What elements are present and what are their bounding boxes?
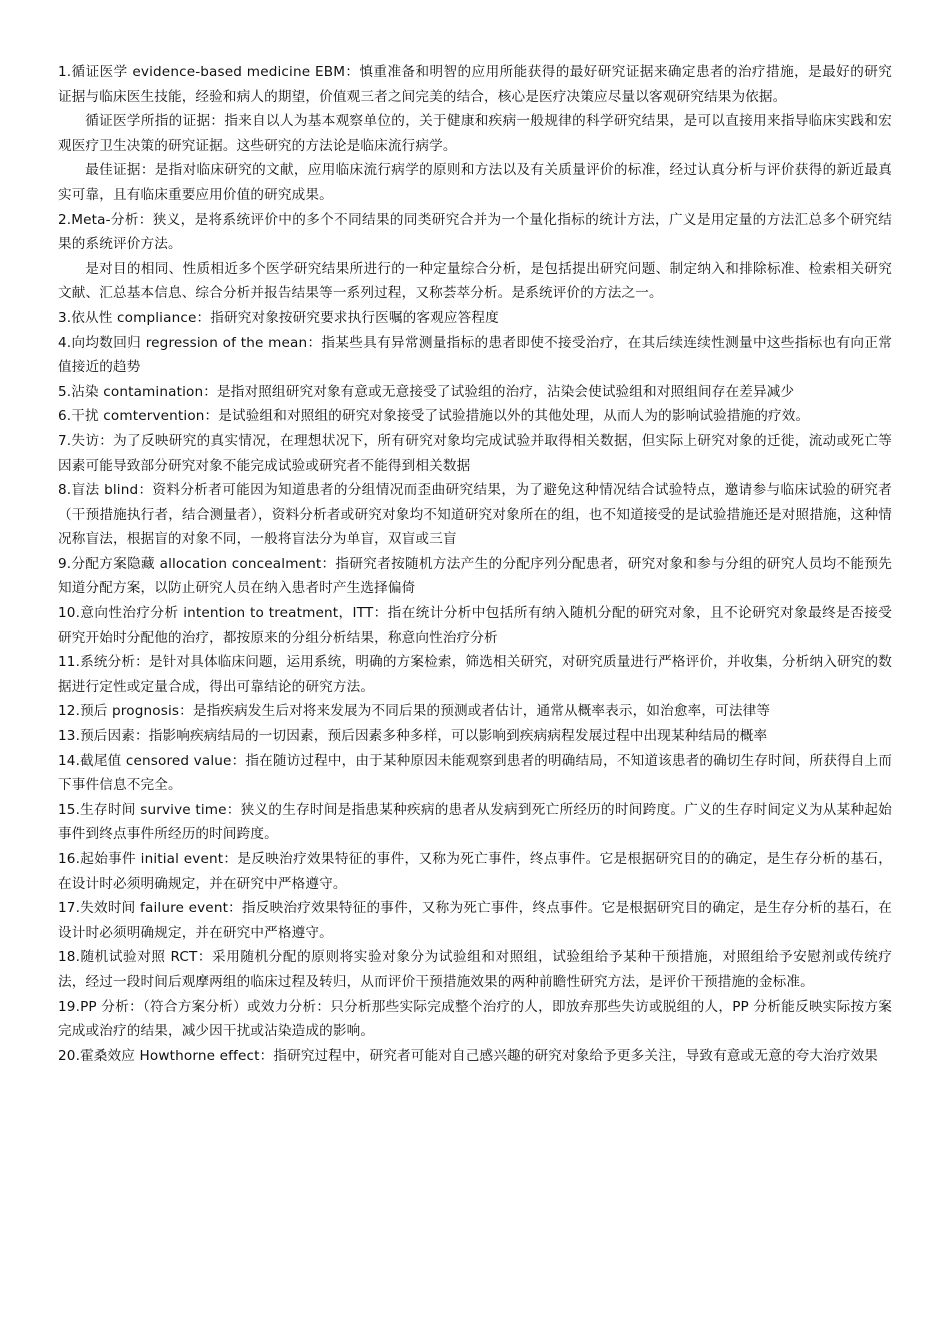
paragraph-9-allocation-concealment: 9.分配方案隐藏 allocation concealment：指研究者按随机方法产生的分配序列分配患者，研究对象和参与分组的研究人员均不能预先知道分配方案，以防止研究人员在纳入患者时产生选择偏倚: [58, 555, 892, 597]
paragraph-5-contamination: 5.沾染 contamination：是指对照组研究对象有意或无意接受了试验组的治疗，沾染会使试验组和对照组间存在差异减少: [58, 383, 795, 400]
paragraph-evidence-definition: 循证医学所指的证据：指来自以人为基本观察单位的，关于健康和疾病一般规律的科学研究结果，是可以直接用来指导临床实践和宏观医疗卫生决策的研究证据。这些研究的方法论是临床流行病学。: [58, 113, 892, 154]
paragraph-8-blinding: 8.盲法 blind：资料分析者可能因为知道患者的分组情况而歪曲研究结果，为了避免这种情况结合试验特点，邀请参与临床试验的研究者（干预措施执行者，结合测量者），资料分析者或研究对象均不知道研究对象所在的组，也不知道接受的是试验措施还是对照措施，这种情况称盲法，根据盲的对象不同，一般将盲法分为单盲，双盲或三盲: [58, 482, 892, 548]
paragraph-3-compliance: 3.依从性 compliance：指研究对象按研究要求执行医嘱的客观应答程度: [58, 309, 499, 326]
document-page: [58, 60, 892, 1068]
paragraph-18-rct: 18.随机试验对照 RCT：采用随机分配的原则将实验对象分为试验组和对照组，试验组给予某种干预措施，对照组给予安慰剂或传统疗法，经过一段时间后观摩两组的临床过程及转归，从而评价干预措施效果的两种前瞻性研究方法，是评价干预措施的金标准。: [58, 949, 892, 990]
paragraph-16-initial-event: 16.起始事件 initial event：是反映治疗效果特征的事件，又称为死亡事件，终点事件。它是根据研究目的的确定，是生存分析的基石，在设计时必须明确规定，并在研究中严格遵守。: [58, 851, 892, 892]
paragraph-10-intention-to-treat: 10.意向性治疗分析 intention to treatment，ITT：指在统计分析中包括所有纳入随机分配的研究对象，且不论研究对象最终是否接受研究开始时分配他的治疗，都按原来的分组分析结果，称意向性治疗分析: [58, 605, 892, 646]
paragraph-17-failure-event: 17.失效时间 failure event：指反映治疗效果特征的事件，又称为死亡事件，终点事件。它是根据研究目的确定，是生存分析的基石，在设计时必须明确规定，并在研究中严格遵守。: [58, 900, 892, 941]
paragraph-19-pp-analysis: 19.PP 分析：（符合方案分析）或效力分析：只分析那些实际完成整个治疗的人，即放弃那些失访或脱组的人，PP 分析能反映实际按方案完成或治疗的结果，减少因干扰或沾染造成的影响。: [58, 998, 892, 1040]
paragraph-2-meta-analysis: 2.Meta-分析：狭义，是将系统评价中的多个不同结果的同类研究合并为一个量化指标的统计方法，广义是用定量的方法汇总多个研究结果的系统评价方法。: [58, 211, 892, 253]
paragraph-11-systematic-analysis: 11.系统分析：是针对具体临床问题，运用系统，明确的方案检索，筛选相关研究，对研究质量进行严格评价，并收集，分析纳入研究的数据进行定性或定量合成，得出可靠结论的研究方法。: [58, 654, 892, 695]
paragraph-4-regression-to-mean: 4.向均数回归 regression of the mean：指某些具有异常测量指标的患者即使不接受治疗，在其后续连续性测量中这些指标也有向正常值接近的趋势: [58, 334, 892, 376]
paragraph-7-loss-to-follow-up: 7.失访：为了反映研究的真实情况，在理想状况下，所有研究对象均完成试验并取得相关数据，但实际上研究对象的迁徙，流动或死亡等因素可能导致部分研究对象不能完成试验或研究者不能得到相关数据: [58, 432, 892, 474]
paragraph-20-hawthorne-effect: 20.霍桑效应 Howthorne effect：指研究过程中，研究者可能对自己感兴趣的研究对象给予更多关注，导致有意或无意的夸大治疗效果: [58, 1047, 879, 1064]
paragraph-6-cointervention: 6.干扰 comtervention：是试验组和对照组的研究对象接受了试验措施以外的其他处理，从而人为的影响试验措施的疗效。: [58, 408, 810, 425]
paragraph-14-censored-value: 14.截尾值 censored value：指在随访过程中，由于某种原因未能观察到患者的明确结局，不知道该患者的确切生存时间，所获得自上而下事件信息不完全。: [58, 752, 892, 794]
paragraph-1-ebm: 1.循证医学 evidence-based medicine EBM：慎重准备和明智的应用所能获得的最好研究证据来确定患者的治疗措施，是最好的研究证据与临床医生技能，经验和病人的期望，价值观三者之间完美的结合，核心是医疗决策应尽量以客观研究结果为依据。: [58, 64, 892, 105]
paragraph-15-survival-time: 15.生存时间 survive time：狭义的生存时间是指患某种疾病的患者从发病到死亡所经历的时间跨度。广义的生存时间定义为从某种起始事件到终点事件所经历的时间跨度。: [58, 801, 892, 843]
paragraph-13-prognostic-factors: 13.预后因素：指影响疾病结局的一切因素，预后因素多种多样，可以影响到疾病病程发展过程中出现某种结局的概率: [58, 728, 768, 745]
paragraph-best-evidence: 最佳证据：是指对临床研究的文献，应用临床流行病学的原则和方法以及有关质量评价的标准，经过认真分析与评价获得的新近最真实可靠，且有临床重要应用价值的研究成果。: [58, 162, 892, 203]
paragraph-meta-analysis-detail: 是对目的相同、性质相近多个医学研究结果所进行的一种定量综合分析，是包括提出研究问题、制定纳入和排除标准、检索相关研究文献、汇总基本信息、综合分析并报告结果等一系列过程，又称荟萃分析。是系统评价的方法之一。: [58, 260, 892, 302]
paragraph-12-prognosis: 12.预后 prognosis：是指疾病发生后对将来发展为不同后果的预测或者估计，通常从概率表示，如治愈率，可法律等: [58, 703, 771, 720]
